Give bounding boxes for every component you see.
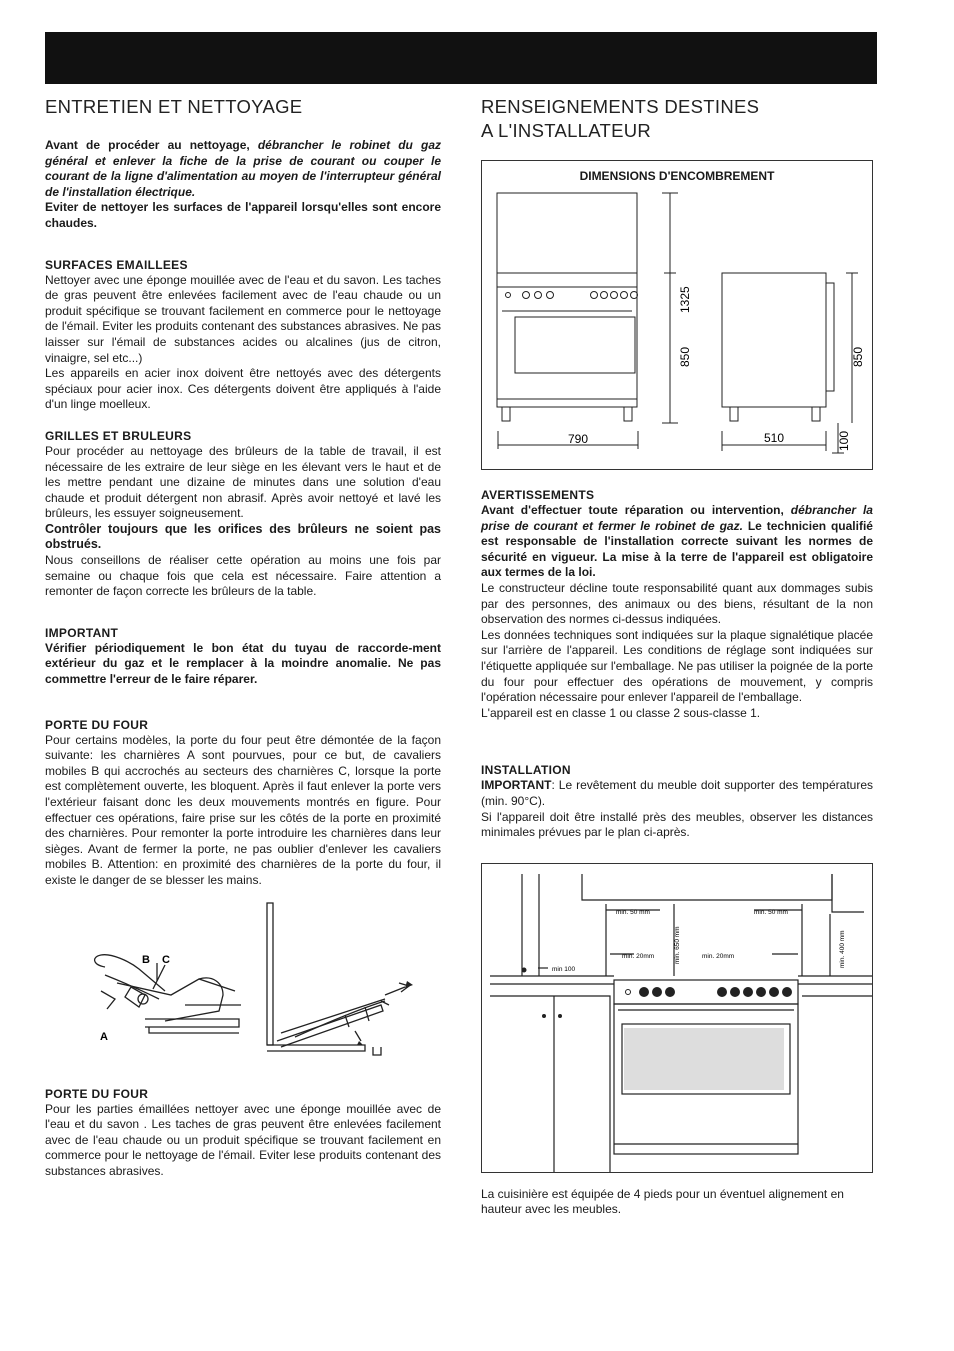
dim-height-1325: 1325 bbox=[678, 286, 692, 313]
installation-clearance-diagram bbox=[482, 864, 872, 1172]
clearance-side-right: min. 20mm bbox=[702, 952, 735, 960]
feet-note: La cuisinière est équipée de 4 pieds pour un éventuel alignement en hauteur avec les meubles. bbox=[481, 1186, 844, 1217]
oven-glass bbox=[624, 1028, 784, 1090]
subheading-grilles: GRILLES ET BRULEURS bbox=[45, 428, 192, 443]
subheading-surfaces: SURFACES EMAILLEES bbox=[45, 257, 188, 272]
front-foot-right bbox=[624, 407, 632, 421]
grilles-paragraph-3: Nous conseillons de réaliser cette opération au moins une fois par semaine ou chaque fois que cela est nécessaire. Faire attention a remonter de façon correcte les brûleurs de la table. bbox=[45, 553, 441, 599]
left-column bbox=[45, 95, 441, 1180]
dimensions-diagram bbox=[482, 161, 872, 469]
grilles-warning: Contrôler toujours que les orifices des brûleurs ne soient pas obstrués. bbox=[45, 521, 441, 552]
oven-window bbox=[515, 317, 635, 373]
section-title-maintenance: ENTRETIEN ET NETTOYAGE bbox=[45, 96, 303, 117]
surfaces-paragraph-1: Nettoyer avec une éponge mouillée avec de l'eau et du savon. Les taches de gras peuvent être enlevées facilement avec de l'eau chaude ou un produit spécifique se trouvant facilement en commerce pour le nettoyage de l'émail. Eviter les produits contenant des substances abrasives. Ne pas laisser sur l'émail de substances acides ou alcalines (jus de citron, vinaigre, sel etc...) bbox=[45, 272, 441, 365]
upper-cabinet-right bbox=[832, 874, 864, 912]
installation-box bbox=[481, 863, 873, 1173]
subheading-installation: INSTALLATION bbox=[481, 763, 571, 778]
hinge-label-c: C bbox=[162, 953, 170, 966]
cooker-side-outline bbox=[722, 273, 826, 407]
control-knobs bbox=[506, 292, 638, 299]
section-title-installer: RENSEIGNEMENTS DESTINES A L'INSTALLATEUR bbox=[481, 96, 760, 141]
subheading-important: IMPORTANT bbox=[45, 625, 119, 640]
dimensions-title: DIMENSIONS D'ENCOMBREMENT bbox=[579, 169, 775, 183]
backguard-outline bbox=[497, 193, 637, 273]
important-paragraph: Vérifier périodiquement le bon état du tuyau de raccorde-ment extérieur du gaz et le remplacer à la moindre anomalie. Ne pas commettre l'erreur de le faire réparer. bbox=[45, 640, 441, 687]
clearance-top-right: min. 50 mm bbox=[754, 908, 788, 916]
oven-door-paragraph-1: Pour certains modèles, la porte du four peut être démontée de la façon suivante: les charnières A sont pourvues, pour ce but, de cavaliers mobiles B qui accrochés au secteurs des charnières C, lorsque la porte est complètement ouverte, les bloquent. Après il faut enlever la porte vers l'extérieur faisant donc les deux mouvements montrés en figure. Pour effectuer ces opérations, faire prise sur les côtés de la porte en proximité des charnières. Pour remonter la porte introduire les charnières dans leur sièges. Avant de fermer la porte, ne pas oublier d'enlever les cavaliers mobiles B. Attention: en proximité des charnières de la porte du four, il existe le danger de se blesser les mains. bbox=[45, 732, 441, 887]
header-bar bbox=[45, 32, 877, 84]
hinge-label-a: A bbox=[100, 1030, 108, 1043]
oven-door-hinge-diagram bbox=[45, 895, 441, 1085]
subheading-warnings: AVERTISSEMENTS bbox=[481, 488, 595, 502]
clearance-side-left: min. 20mm bbox=[622, 952, 655, 960]
clearance-400: min. 400 mm bbox=[839, 930, 846, 968]
subheading-oven-door-2: PORTE DU FOUR bbox=[45, 1086, 149, 1101]
hinge-drawing bbox=[95, 954, 241, 1032]
oven-door-paragraph-2: Pour les parties émaillées nettoyer avec une éponge mouillée avec de l'eau et du savon . Les taches de gras peuvent être enlevées facilement avec de l'eau chaude ou un produit spécifique se trouvant facilement en commerce pour le nettoyage de l'émail. Eviter lese produits contenant des substances abrasives. bbox=[45, 1101, 441, 1178]
door-removal-drawing bbox=[267, 903, 409, 1055]
motion-arrows bbox=[357, 981, 413, 1045]
dim-height-850-side: 850 bbox=[851, 346, 865, 367]
clearance-top-left: min. 50 mm bbox=[616, 908, 650, 916]
grilles-paragraph-1: Pour procéder au nettoyage des brûleurs de la table de travail, il est nécessaire de les extraire de leur siège en les élevant vers le haut et de les mettre pendant une dizaine de minutes dans une solution d'eau chaude et produit détergent non abrasif. Après avoir nettoyé et lavé les brûleurs, les essuyer soigneusement. bbox=[45, 443, 441, 521]
installation-paragraph-2: Si l'appareil doit être installé près des meubles, observer les distances minimales prévues par le plan ci-après. bbox=[481, 809, 873, 840]
warnings-paragraph-3: Les données techniques sont indiquées sur la plaque signalétique placée sur l'arrière de l'appareil. Les conditions de réglage sont indiquées sur l'étiquette appliquée sur l'emballage. Ne pas utiliser la poignée de la porte du four pour effectuer des opérations de mouvement, y compris l'opération nécessaire pour enlever l'appareil de l'emballage. bbox=[481, 627, 873, 705]
dimensions-box bbox=[481, 160, 873, 470]
dim-width-790: 790 bbox=[568, 432, 589, 446]
clearance-100: min 100 bbox=[552, 965, 576, 973]
hinge-label-b: B bbox=[142, 953, 150, 966]
dim-depth-510: 510 bbox=[764, 431, 785, 445]
cleaning-intro: Avant de procéder au nettoyage, débrancher le robinet du gaz général et enlever la fiche de la prise de courant ou couper le courant de la ligne d'alimentation au moyen de l'interrupteur général de l'installation électrique. Eviter de nettoyer les surfaces de l'appareil lorsqu'elles sont encore chaudes. bbox=[45, 138, 441, 230]
dim-height-850-front: 850 bbox=[678, 346, 692, 367]
subheading-oven-door-1: PORTE DU FOUR bbox=[45, 717, 149, 732]
installation-paragraph-1: IMPORTANT: Le revêtement du meuble doit supporter des températures (min. 90°C). bbox=[481, 778, 873, 808]
right-column bbox=[481, 95, 873, 1218]
warnings-paragraph-4: L'appareil est en classe 1 ou classe 2 sous-classe 1. bbox=[481, 705, 761, 720]
surfaces-paragraph-2: Les appareils en acier inox doivent être nettoyés avec des détergents spéciaux pour acier inox. Ces détergents doivent être appliqués à l'aide d'un linge moelleux. bbox=[45, 366, 441, 412]
warnings-paragraph-2: Le constructeur décline toute responsabilité quant aux dommages subis par des personnes, des animaux ou des biens, résultant de la non observation des normes ci-dessus indiquées. bbox=[481, 580, 873, 627]
warnings-paragraph-1: Avant d'effectuer toute réparation ou intervention, débrancher la prise de courant et fermer le robinet de gaz. Le technicien qualifié est responsable de l'installation correcte suivant les normes de sécurité en vigueur. La mise à la terre de l'appareil est obligatoire aux termes de la loi. bbox=[481, 503, 873, 580]
cooker-front-outline bbox=[497, 273, 637, 407]
clearance-650: min. 650 mm bbox=[674, 926, 681, 964]
dim-feet-100: 100 bbox=[837, 430, 851, 451]
front-foot-left bbox=[502, 407, 510, 421]
